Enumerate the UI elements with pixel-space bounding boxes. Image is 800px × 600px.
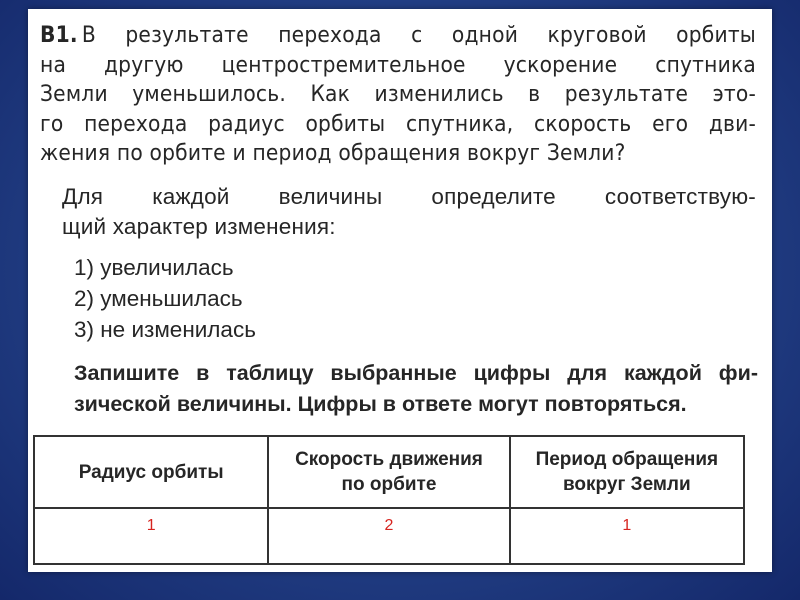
answer-period: 1 xyxy=(510,508,744,564)
option-item: 2) уменьшилась xyxy=(74,286,243,311)
answer-table xyxy=(33,435,745,565)
problem-line: го перехода радиус орбиты спутника, скорость его дви- xyxy=(40,110,756,137)
instruction-line: Для каждой величины определите соответствую- xyxy=(62,184,756,209)
answer-speed: 2 xyxy=(268,508,509,564)
table-answer-row xyxy=(34,508,744,564)
problem-line: на другую центростремительное ускорение спутника xyxy=(40,51,756,78)
problem-line: В1. В результате перехода с одной круговой орбиты xyxy=(40,22,756,48)
header-speed: Скорость движения по орбите xyxy=(268,436,509,508)
option-list xyxy=(74,252,256,345)
instruction-line: щий характер изменения: xyxy=(62,213,336,239)
table-header-row xyxy=(34,436,744,508)
answer-radius: 1 xyxy=(34,508,268,564)
table-instruction-line: Запишите в таблицу выбранные цифры для каждой фи- xyxy=(74,361,758,385)
table-instruction-line: зической величины. Цифры в ответе могут повторяться. xyxy=(74,392,687,416)
problem-number: В1. xyxy=(40,22,78,48)
option-item: 1) увеличилась xyxy=(74,255,234,280)
header-radius: Радиус орбиты xyxy=(34,436,268,508)
header-period: Период обращения вокруг Земли xyxy=(510,436,744,508)
table-instruction xyxy=(74,358,758,420)
option-item: 3) не изменилась xyxy=(74,317,256,342)
problem-sheet xyxy=(28,9,772,572)
instruction-text xyxy=(62,182,756,241)
problem-line: Земли уменьшилось. Как изменились в результате это- xyxy=(40,81,756,107)
problem-statement xyxy=(40,21,756,169)
problem-line: жения по орбите и период обращения вокруг Земли? xyxy=(40,140,626,166)
